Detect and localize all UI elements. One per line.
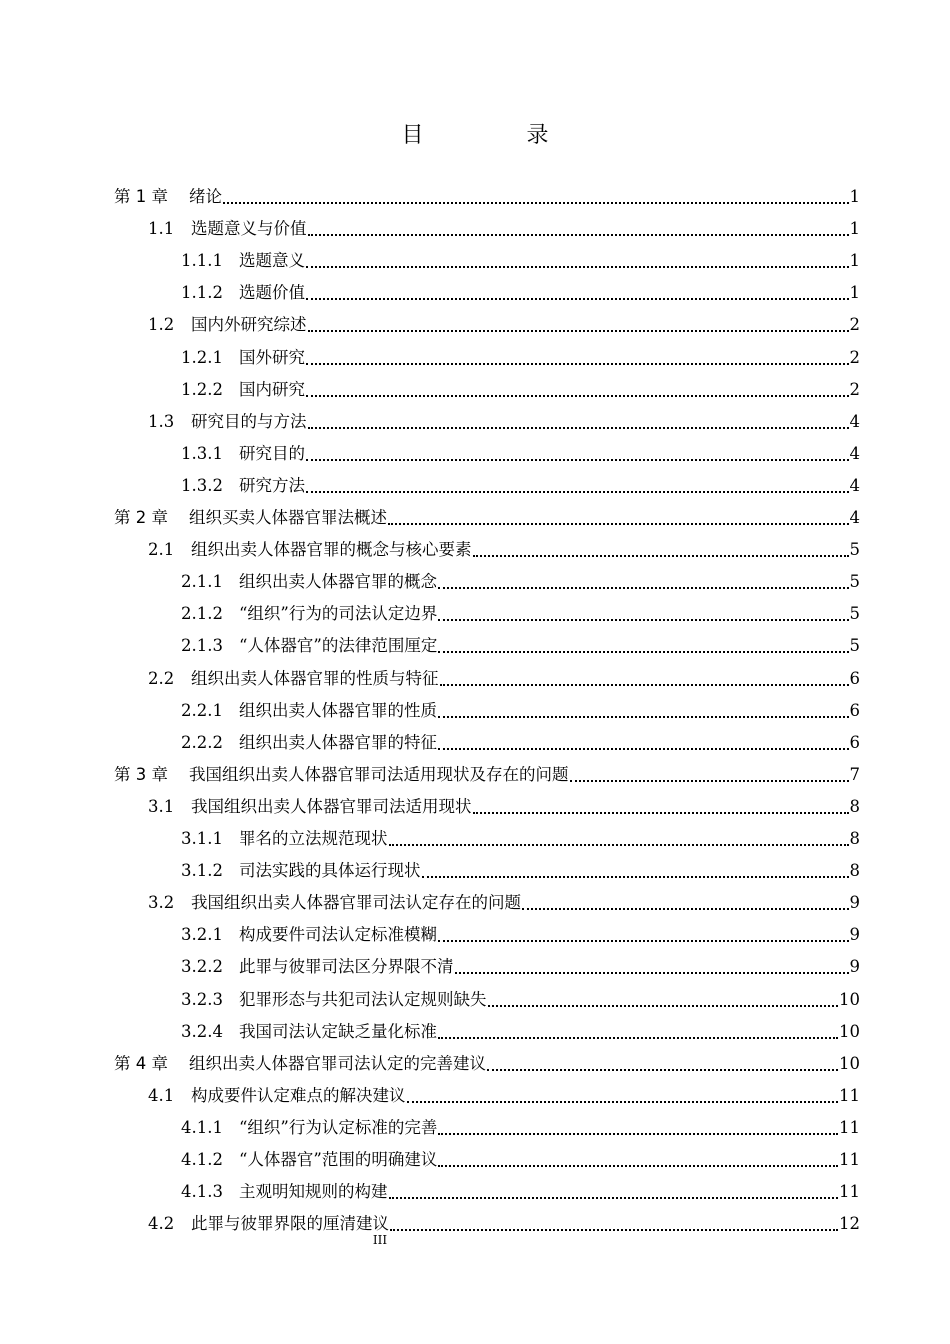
toc-entry[interactable] <box>148 309 860 341</box>
toc-entry-title: 我国司法认定缺乏量化标准 <box>239 1021 437 1041</box>
toc-entry[interactable] <box>148 213 860 245</box>
toc-entry-title: 国内研究 <box>239 379 305 399</box>
toc-entry-number: 1.3.2 <box>181 475 223 495</box>
toc-entry-number: 1.3 <box>148 411 175 431</box>
toc-entry-page: 5 <box>849 572 860 592</box>
toc-dot-leader <box>440 684 849 686</box>
toc-entry-title: 组织出卖人体器官罪的性质与特征 <box>191 668 439 688</box>
toc-entry[interactable] <box>181 566 860 598</box>
toc-entry-page: 2 <box>849 315 860 335</box>
toc-entry[interactable] <box>148 1080 860 1112</box>
toc-entry-title: 构成要件司法认定标准模糊 <box>239 925 437 945</box>
toc-dot-leader <box>306 298 849 300</box>
toc-entry-title: 研究目的与方法 <box>191 411 307 431</box>
toc-entry[interactable] <box>181 438 860 470</box>
toc-entry-title: 罪名的立法规范现状 <box>239 829 388 848</box>
toc-entry-page: 10 <box>839 1053 860 1073</box>
toc-dot-leader <box>438 651 848 653</box>
toc-entry[interactable] <box>181 342 860 374</box>
toc-dot-leader <box>473 555 849 557</box>
toc-entry-page: 9 <box>849 893 860 913</box>
toc-entry-page: 6 <box>849 700 860 720</box>
toc-dot-leader <box>438 1037 838 1039</box>
toc-dot-leader <box>407 1101 839 1103</box>
toc-entry-title: 组织出卖人体器官罪的概念 <box>239 572 437 592</box>
toc-entry-number: 4.1.1 <box>181 1117 223 1137</box>
toc-entry-page: 5 <box>849 604 860 624</box>
toc-dot-leader <box>388 523 849 525</box>
toc-dot-leader <box>223 202 849 204</box>
toc-entry[interactable] <box>181 727 860 759</box>
toc-entry-title: 主观明知规则的构建 <box>239 1182 388 1202</box>
toc-entry-title: 组织出卖人体器官罪的概念与核心要素 <box>191 540 472 560</box>
toc-entry-title: 犯罪形态与共犯司法认定规则缺失 <box>239 989 487 1009</box>
toc-dot-leader <box>422 876 849 878</box>
toc-entry-number: 第 4 章 <box>114 1053 168 1073</box>
toc-dot-leader <box>455 972 849 974</box>
toc-entry-title: 组织买卖人体器官罪法概述 <box>189 508 387 527</box>
toc-entry[interactable] <box>181 1016 860 1048</box>
toc-entry-title: 绪论 <box>189 187 222 206</box>
toc-entry-number: 1.2.2 <box>181 379 223 399</box>
toc-dot-leader <box>389 1197 839 1199</box>
toc-entry-title: 研究目的 <box>239 443 305 463</box>
toc-entry-title: 我国组织出卖人体器官罪司法适用现状及存在的问题 <box>189 764 569 784</box>
toc-entry-title: 我国组织出卖人体器官罪司法适用现状 <box>191 796 472 816</box>
toc-entry-number: 2.1.3 <box>181 636 223 656</box>
toc-dot-leader <box>390 1229 838 1231</box>
toc-entry[interactable] <box>181 984 860 1016</box>
toc-entry[interactable] <box>114 502 860 534</box>
toc-entry-page: 1 <box>849 187 860 206</box>
toc-entry-page: 9 <box>849 957 860 977</box>
toc-entry-page: 10 <box>839 1021 860 1041</box>
toc-entry-title: 此罪与彼罪司法区分界限不清 <box>239 957 454 977</box>
toc-dot-leader <box>438 619 848 621</box>
toc-entry-page: 10 <box>839 989 860 1009</box>
toc-entry[interactable] <box>148 791 860 823</box>
toc-entry-page: 11 <box>839 1150 860 1169</box>
toc-entry[interactable] <box>181 1176 860 1208</box>
toc-entry-page: 1 <box>849 251 860 271</box>
toc-entry-title: “组织”行为认定标准的完善 <box>239 1117 438 1137</box>
toc-entry-number: 3.1 <box>148 796 175 816</box>
toc-entry-page: 8 <box>849 861 860 881</box>
toc-entry-number: 4.1.2 <box>181 1150 223 1169</box>
toc-entry-title: 选题意义与价值 <box>191 219 307 239</box>
toc-entry-title: 研究方法 <box>239 475 305 495</box>
toc-entry-number: 1.1 <box>148 219 175 239</box>
toc-dot-leader <box>308 427 849 429</box>
toc-entry[interactable] <box>148 887 860 919</box>
toc-entry-page: 7 <box>849 764 860 784</box>
toc-entry-title: 组织出卖人体器官罪司法认定的完善建议 <box>189 1053 486 1073</box>
toc-dot-leader <box>438 716 849 718</box>
toc-entry-number: 第 3 章 <box>114 764 168 784</box>
toc-entry-page: 9 <box>849 925 860 945</box>
toc-entry[interactable] <box>181 823 860 855</box>
toc-entry[interactable] <box>181 1144 860 1176</box>
toc-entry[interactable] <box>148 406 860 438</box>
toc-entry-number: 2.2.2 <box>181 732 223 752</box>
toc-entry[interactable] <box>181 470 860 502</box>
toc-entry-title: “组织”行为的司法认定边界 <box>239 604 438 624</box>
toc-entry-number: 1.2.1 <box>181 347 223 367</box>
toc-dot-leader <box>308 330 849 332</box>
toc-entry-page: 4 <box>849 475 860 495</box>
toc-entry-page: 1 <box>849 283 860 303</box>
toc-entry[interactable] <box>181 630 860 662</box>
toc-dot-leader <box>438 1133 838 1135</box>
toc-entry-page: 4 <box>849 508 860 527</box>
toc-entry-title: 选题价值 <box>239 283 305 303</box>
toc-entry[interactable] <box>114 759 860 791</box>
toc-entry[interactable] <box>148 534 860 566</box>
toc-dot-leader <box>438 748 849 750</box>
toc-dot-leader <box>522 908 849 910</box>
toc-entry[interactable] <box>181 374 860 406</box>
toc-entry-number: 第 2 章 <box>114 508 168 527</box>
toc-entry-page: 4 <box>849 443 860 463</box>
toc-entry-title: 构成要件认定难点的解决建议 <box>191 1085 406 1105</box>
toc-entry-page: 12 <box>839 1214 860 1234</box>
toc-entry-page: 5 <box>849 540 860 560</box>
toc-dot-leader <box>487 1069 838 1071</box>
toc-entry-number: 2.1.1 <box>181 572 223 592</box>
toc-entry-page: 5 <box>849 636 860 656</box>
toc-entry-title: 组织出卖人体器官罪的性质 <box>239 700 437 720</box>
toc-entry-number: 3.2.4 <box>181 1021 223 1041</box>
toc-entry-number: 1.1.1 <box>181 251 223 271</box>
toc-entry[interactable] <box>181 598 860 630</box>
toc-entry-page: 8 <box>849 796 860 816</box>
toc-entry-title: “人体器官”的法律范围厘定 <box>239 636 438 656</box>
toc-entry-title: 国内外研究综述 <box>191 315 307 335</box>
toc-entry-page: 2 <box>849 379 860 399</box>
page-number-footer: III <box>372 1233 388 1247</box>
toc-entry-page: 11 <box>839 1182 860 1202</box>
toc-entry-page: 8 <box>849 829 860 848</box>
toc-dot-leader <box>488 1005 839 1007</box>
toc-dot-leader <box>438 587 849 589</box>
toc-dot-leader <box>306 266 849 268</box>
toc-entry-number: 第 1 章 <box>114 187 168 206</box>
toc-dot-leader <box>438 1165 838 1167</box>
toc-entry[interactable] <box>181 919 860 951</box>
toc-entry-page: 11 <box>839 1085 860 1105</box>
toc-dot-leader <box>306 363 849 365</box>
toc-entry-title: 国外研究 <box>239 347 305 367</box>
toc-entry-number: 3.2.3 <box>181 989 223 1009</box>
toc-entry-page: 6 <box>849 668 860 688</box>
toc-entry[interactable] <box>181 245 860 277</box>
toc-entry-number: 3.1.1 <box>181 829 223 848</box>
toc-entry-number: 1.3.1 <box>181 443 223 463</box>
toc-entry[interactable] <box>181 951 860 983</box>
toc-entry[interactable] <box>148 663 860 695</box>
toc-dot-leader <box>306 395 849 397</box>
toc-entry-title: 选题意义 <box>239 251 305 271</box>
toc-entry[interactable] <box>114 1048 860 1080</box>
toc-entry-title: 组织出卖人体器官罪的特征 <box>239 732 437 752</box>
toc-dot-leader <box>389 844 849 846</box>
page-title: 目 录 <box>401 123 597 148</box>
toc-entry-number: 4.1.3 <box>181 1182 223 1202</box>
toc-dot-leader <box>306 491 849 493</box>
toc-entry-page: 1 <box>849 219 860 239</box>
toc-entry-number: 2.2 <box>148 668 175 688</box>
toc-entry-title: 我国组织出卖人体器官罪司法认定存在的问题 <box>191 893 521 913</box>
toc-entry-title: 此罪与彼罪界限的厘清建议 <box>191 1214 389 1234</box>
toc-entry-number: 2.1 <box>148 540 175 560</box>
toc-entry-page: 6 <box>849 732 860 752</box>
toc-entry-number: 3.2.1 <box>181 925 223 945</box>
toc-entry-number: 3.2 <box>148 893 175 913</box>
toc-entry-number: 1.1.2 <box>181 283 223 303</box>
toc-entry-number: 4.1 <box>148 1085 175 1105</box>
toc-entry-number: 4.2 <box>148 1214 175 1234</box>
toc-entry-page: 4 <box>849 411 860 431</box>
toc-entry-number: 3.1.2 <box>181 861 223 881</box>
toc-entry-number: 1.2 <box>148 315 175 335</box>
toc-entry-number: 2.1.2 <box>181 604 223 624</box>
toc-dot-leader <box>306 459 849 461</box>
toc-entry[interactable] <box>181 277 860 309</box>
toc-dot-leader <box>308 234 849 236</box>
toc-entry[interactable] <box>181 855 860 887</box>
toc-entry-page: 2 <box>849 347 860 367</box>
toc-entry[interactable] <box>181 1112 860 1144</box>
toc-entry[interactable] <box>181 695 860 727</box>
toc-entry[interactable] <box>114 181 860 213</box>
toc-entry-number: 3.2.2 <box>181 957 223 977</box>
toc-entry-title: 司法实践的具体运行现状 <box>239 861 421 881</box>
toc-entry-page: 11 <box>839 1117 860 1137</box>
toc-dot-leader <box>438 940 849 942</box>
toc-entry-title: “人体器官”范围的明确建议 <box>239 1150 438 1169</box>
toc-entry-number: 2.2.1 <box>181 700 223 720</box>
toc-dot-leader <box>570 780 849 782</box>
toc-dot-leader <box>473 812 849 814</box>
